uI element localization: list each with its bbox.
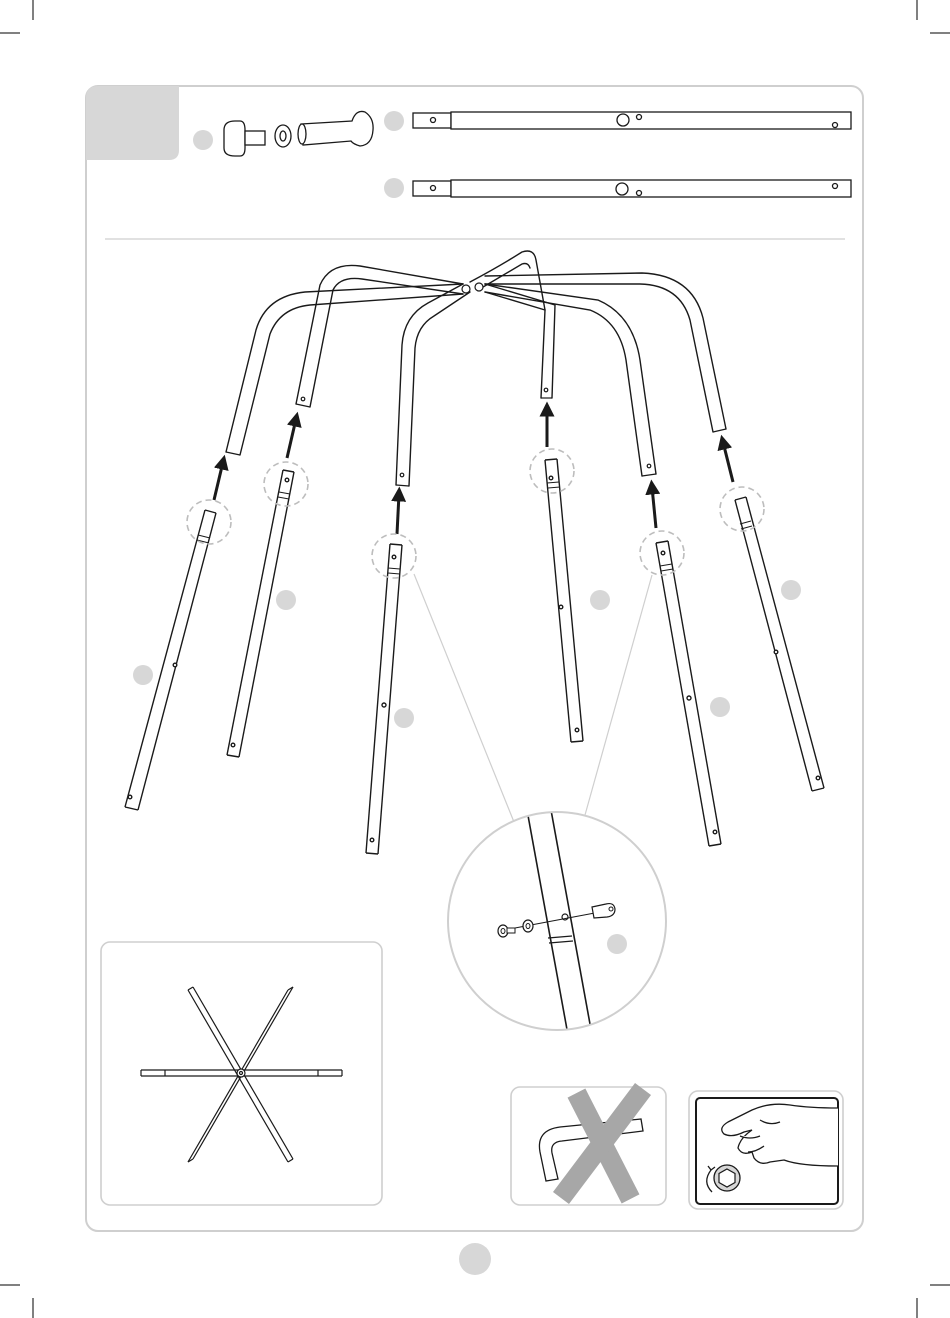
zoom-leader-lines (414, 574, 652, 822)
arrow-leg-3 (397, 494, 399, 534)
joint-highlights (187, 449, 764, 578)
leg-5 (656, 541, 721, 846)
page-number-badge (459, 1243, 491, 1275)
arrow-leg-1 (214, 462, 223, 500)
detail-magnifier (448, 810, 666, 1035)
long-bar-a (384, 111, 851, 131)
legs (125, 459, 824, 854)
step-badge (86, 86, 179, 160)
hardware-set (193, 111, 373, 156)
leg-2 (227, 470, 294, 757)
leg-6 (735, 497, 824, 791)
hub-bolts (462, 283, 483, 293)
no-hex-key-inset (511, 1087, 666, 1205)
leg-4 (545, 459, 583, 742)
arrow-leg-6 (723, 442, 733, 482)
hex-nut-icon (714, 1165, 740, 1191)
leg-1 (125, 510, 216, 810)
top-view-inset (101, 942, 382, 1205)
arrow-leg-2 (287, 419, 296, 458)
long-bar-b (384, 178, 851, 198)
hand-tighten-inset (689, 1091, 843, 1209)
arrow-leg-5 (652, 487, 656, 528)
detail-label-badge (607, 934, 627, 954)
hardware-label-dot (193, 130, 213, 150)
leg-3 (366, 544, 402, 854)
